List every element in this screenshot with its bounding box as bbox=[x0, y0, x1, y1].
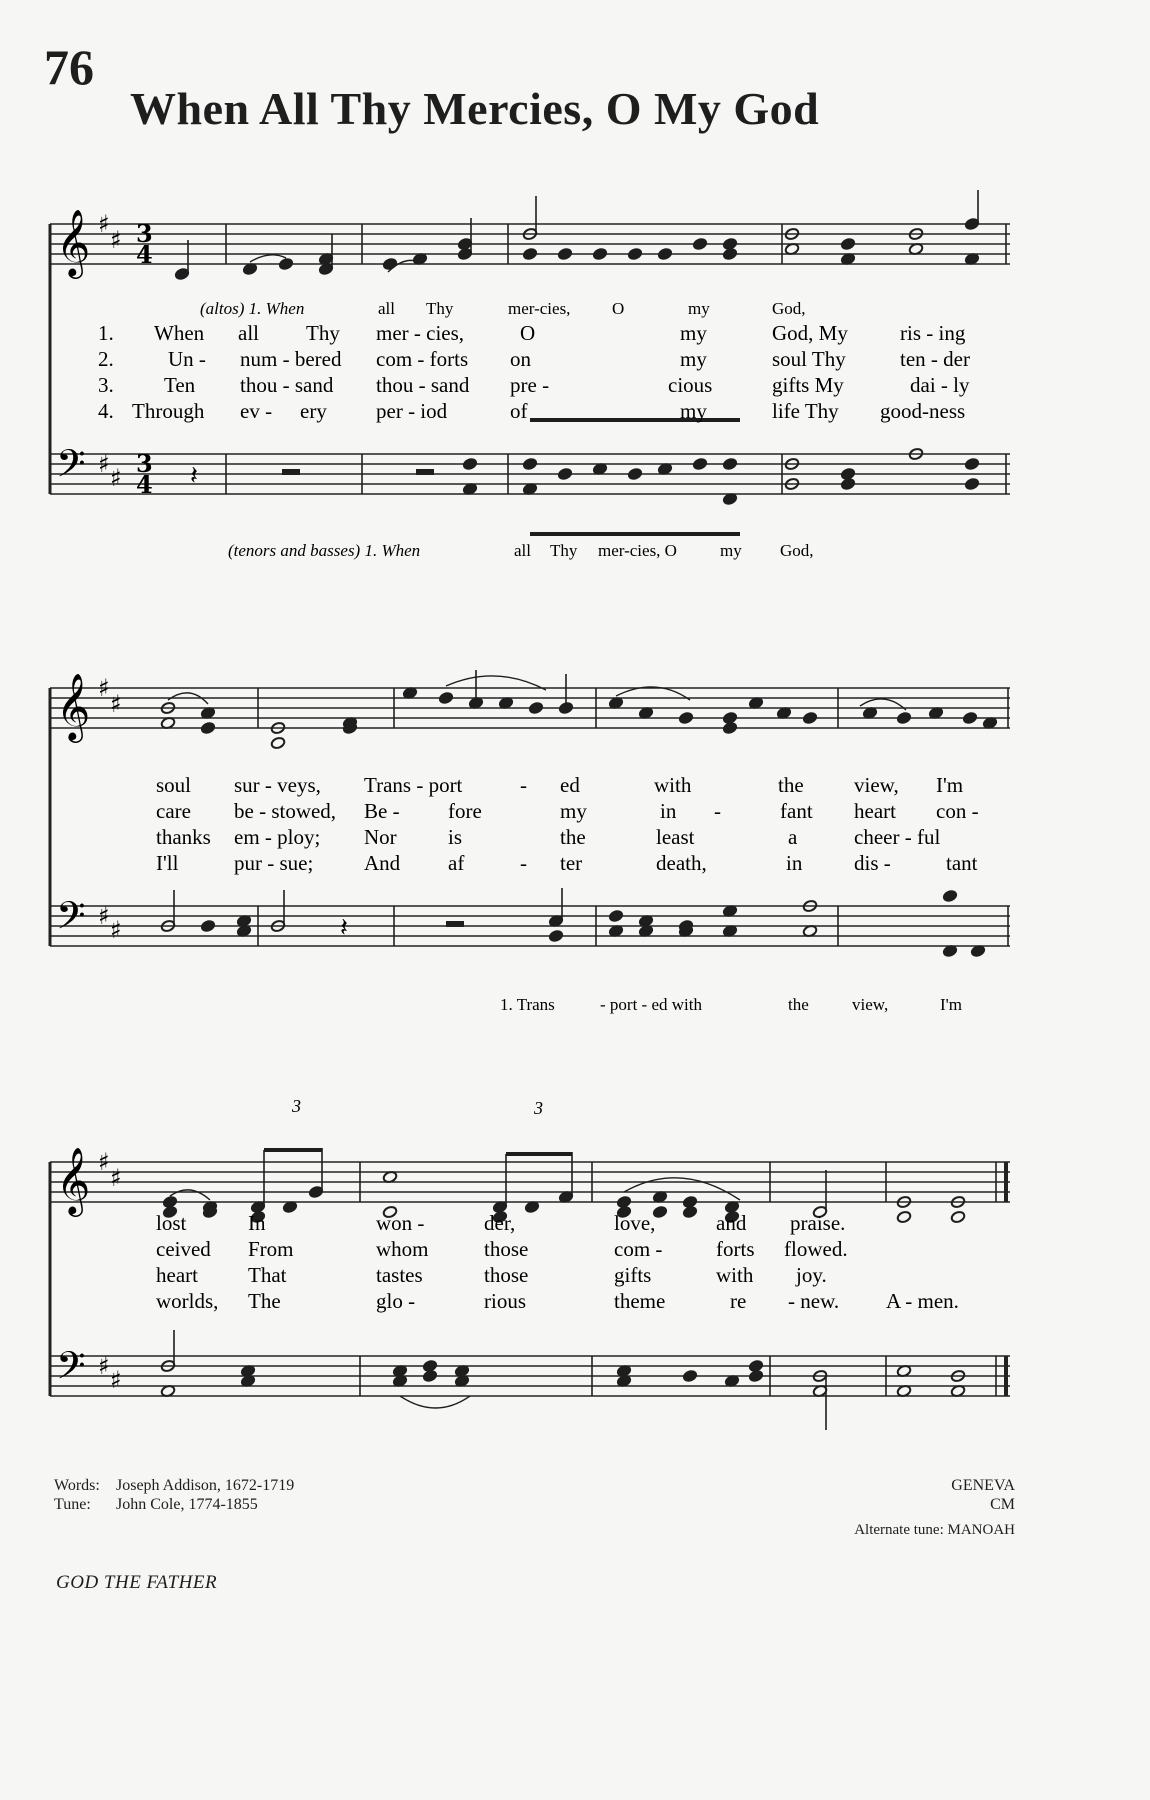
svg-text:soul Thy: soul Thy bbox=[772, 347, 846, 371]
svg-text:soul: soul bbox=[156, 773, 192, 797]
svg-text:The: The bbox=[248, 1289, 281, 1313]
svg-text:der,: der, bbox=[484, 1211, 516, 1235]
cue-word: all bbox=[378, 299, 395, 318]
svg-text:dai - ly: dai - ly bbox=[910, 373, 970, 397]
svg-text:-: - bbox=[520, 773, 527, 797]
svg-text:fore: fore bbox=[448, 799, 482, 823]
svg-text:won -: won - bbox=[376, 1211, 425, 1235]
svg-text:those: those bbox=[484, 1263, 529, 1287]
verse-2-line-3 bbox=[156, 1237, 848, 1261]
svg-text:O: O bbox=[520, 321, 536, 345]
svg-text:com -: com - bbox=[614, 1237, 663, 1261]
sharp-icon: ♯ bbox=[98, 902, 110, 930]
hymn-title: When All Thy Mercies, O My God bbox=[130, 83, 820, 134]
verse-1-line-2 bbox=[156, 773, 963, 797]
svg-text:my: my bbox=[680, 399, 707, 423]
svg-text:gifts: gifts bbox=[614, 1263, 652, 1287]
cue-altos-label: (altos) 1. When bbox=[200, 299, 305, 318]
svg-text:pur - sue;: pur - sue; bbox=[234, 851, 314, 875]
verse-3-line-1 bbox=[98, 373, 970, 397]
sharp-icon: ♯ bbox=[110, 690, 122, 718]
svg-text:Ten: Ten bbox=[164, 373, 196, 397]
svg-text:1. Trans: 1. Trans bbox=[500, 995, 555, 1014]
bass-clef-icon: 𝄢 bbox=[56, 893, 86, 947]
svg-text:my: my bbox=[560, 799, 587, 823]
time-sig-top: 3 bbox=[136, 219, 153, 248]
sharp-icon: ♯ bbox=[110, 1164, 122, 1192]
bass-clef-icon: 𝄢 bbox=[56, 441, 86, 495]
svg-text:mer-cies, O: mer-cies, O bbox=[598, 541, 677, 560]
cue-tenors-basses-2 bbox=[500, 995, 962, 1014]
svg-text:on: on bbox=[510, 347, 531, 371]
svg-text:In: In bbox=[248, 1211, 266, 1235]
svg-text:ed: ed bbox=[560, 773, 580, 797]
svg-text:gifts My: gifts My bbox=[772, 373, 844, 397]
svg-text:rious: rious bbox=[484, 1289, 526, 1313]
verse-2-line-1 bbox=[98, 347, 970, 371]
svg-text:heart: heart bbox=[854, 799, 896, 823]
svg-text:em - ploy;: em - ploy; bbox=[234, 825, 321, 849]
sharp-icon: ♯ bbox=[98, 674, 110, 702]
svg-text:2.: 2. bbox=[98, 347, 114, 371]
verses-system-1 bbox=[98, 321, 970, 423]
svg-text:life Thy: life Thy bbox=[772, 399, 839, 423]
svg-text:with: with bbox=[716, 1263, 754, 1287]
svg-text:love,: love, bbox=[614, 1211, 656, 1235]
svg-text:(tenors and basses) 1. When: (tenors and basses) 1. When bbox=[228, 541, 421, 560]
svg-text:num - bered: num - bered bbox=[240, 347, 342, 371]
tune-composer: John Cole, 1774-1855 bbox=[116, 1496, 258, 1513]
sharp-icon: ♯ bbox=[98, 450, 110, 478]
svg-text:glo -: glo - bbox=[376, 1289, 416, 1313]
svg-text:Thy: Thy bbox=[306, 321, 340, 345]
svg-text:sur - veys,: sur - veys, bbox=[234, 773, 321, 797]
svg-text:is: is bbox=[448, 825, 463, 849]
svg-text:1.: 1. bbox=[98, 321, 114, 345]
svg-text:per - iod: per - iod bbox=[376, 399, 448, 423]
svg-text:thanks: thanks bbox=[156, 825, 211, 849]
svg-text:af: af bbox=[448, 851, 465, 875]
svg-text:Through: Through bbox=[132, 399, 205, 423]
svg-text:the: the bbox=[778, 773, 804, 797]
svg-text:in: in bbox=[786, 851, 803, 875]
sharp-icon: ♯ bbox=[110, 226, 122, 254]
svg-text:Thy: Thy bbox=[550, 541, 578, 560]
svg-text:ter: ter bbox=[560, 851, 583, 875]
svg-text:my: my bbox=[680, 321, 707, 345]
svg-text:re: re bbox=[730, 1289, 747, 1313]
svg-text:And: And bbox=[364, 851, 401, 875]
svg-text:ery: ery bbox=[300, 399, 327, 423]
svg-text:joy.: joy. bbox=[796, 1263, 827, 1287]
svg-text:good-ness: good-ness bbox=[880, 399, 966, 423]
svg-text:ceived: ceived bbox=[156, 1237, 211, 1261]
bass-clef-icon: 𝄢 bbox=[56, 1343, 86, 1397]
svg-text:From: From bbox=[248, 1237, 294, 1261]
svg-text:heart: heart bbox=[156, 1263, 198, 1287]
time-sig-bottom: 4 bbox=[136, 470, 153, 499]
svg-text:and: and bbox=[716, 1211, 747, 1235]
svg-text:Un -: Un - bbox=[168, 347, 206, 371]
svg-text:the: the bbox=[788, 995, 809, 1014]
svg-text:of: of bbox=[510, 399, 528, 423]
svg-text:tastes: tastes bbox=[376, 1263, 423, 1287]
svg-text:- new.: - new. bbox=[788, 1289, 840, 1313]
rest-icon: 𝄽 bbox=[340, 913, 348, 943]
system-2 bbox=[50, 670, 1010, 1014]
svg-text:When: When bbox=[154, 321, 205, 345]
time-sig-bottom: 4 bbox=[136, 240, 153, 269]
sharp-icon: ♯ bbox=[110, 464, 122, 492]
verse-4-line-2 bbox=[156, 851, 978, 875]
treble-clef-icon: 𝄞 bbox=[56, 672, 91, 740]
svg-text:the: the bbox=[560, 825, 586, 849]
triplet-marker: 3 bbox=[292, 1096, 301, 1116]
svg-text:my: my bbox=[680, 347, 707, 371]
verses-system-2 bbox=[156, 773, 979, 875]
tune-meter: CM bbox=[990, 1496, 1015, 1513]
svg-text:whom: whom bbox=[376, 1237, 429, 1261]
svg-text:ev -: ev - bbox=[240, 399, 273, 423]
svg-text:worlds,: worlds, bbox=[156, 1289, 219, 1313]
words-label: Words: bbox=[54, 1477, 100, 1494]
sharp-icon: ♯ bbox=[98, 1148, 110, 1176]
system-1 bbox=[50, 190, 1010, 560]
svg-text:view,: view, bbox=[854, 773, 899, 797]
svg-text:I'll: I'll bbox=[156, 851, 179, 875]
verse-1-line-3 bbox=[156, 1211, 845, 1235]
svg-text:all: all bbox=[514, 541, 531, 560]
svg-text:least: least bbox=[656, 825, 695, 849]
svg-text:ten - der: ten - der bbox=[900, 347, 970, 371]
svg-text:view,: view, bbox=[852, 995, 889, 1014]
svg-text:care: care bbox=[156, 799, 191, 823]
svg-text:God, My: God, My bbox=[772, 321, 848, 345]
svg-text:my: my bbox=[720, 541, 742, 560]
tune-name: GENEVA bbox=[951, 1477, 1015, 1494]
svg-text:con -: con - bbox=[936, 799, 979, 823]
hymn-number: 76 bbox=[44, 39, 94, 95]
svg-text:Nor: Nor bbox=[364, 825, 397, 849]
verse-3-line-2 bbox=[156, 825, 940, 849]
cue-word: O bbox=[612, 299, 625, 318]
svg-text:praise.: praise. bbox=[790, 1211, 846, 1235]
treble-notes-1 bbox=[174, 190, 979, 281]
svg-text:-: - bbox=[520, 851, 527, 875]
cue-word: my bbox=[688, 299, 710, 318]
verse-1-line-1 bbox=[98, 321, 966, 345]
svg-text:thou - sand: thou - sand bbox=[376, 373, 470, 397]
cue-word: mer-cies, bbox=[508, 299, 571, 318]
svg-text:Trans - port: Trans - port bbox=[364, 773, 463, 797]
time-sig-top: 3 bbox=[136, 449, 153, 478]
tune-info bbox=[951, 1476, 1015, 1514]
svg-text:dis -: dis - bbox=[854, 851, 891, 875]
sharp-icon: ♯ bbox=[110, 1366, 122, 1394]
svg-text:mer - cies,: mer - cies, bbox=[376, 321, 465, 345]
bass-notes-2 bbox=[160, 888, 985, 958]
sharp-icon: ♯ bbox=[98, 210, 110, 238]
svg-text:flowed.: flowed. bbox=[784, 1237, 848, 1261]
svg-text:those: those bbox=[484, 1237, 529, 1261]
svg-text:with: with bbox=[654, 773, 692, 797]
svg-text:-: - bbox=[714, 799, 721, 823]
svg-text:ris - ing: ris - ing bbox=[900, 321, 966, 345]
svg-text:- port - ed with: - port - ed with bbox=[600, 995, 702, 1014]
svg-text:be - stowed,: be - stowed, bbox=[234, 799, 337, 823]
svg-text:thou - sand: thou - sand bbox=[240, 373, 334, 397]
svg-text:cious: cious bbox=[668, 373, 713, 397]
cue-word: Thy bbox=[426, 299, 454, 318]
svg-text:3.: 3. bbox=[98, 373, 114, 397]
treble-clef-icon: 𝄞 bbox=[56, 1146, 91, 1214]
treble-clef-icon: 𝄞 bbox=[56, 208, 91, 276]
svg-text:cheer - ful: cheer - ful bbox=[854, 825, 941, 849]
svg-text:I'm: I'm bbox=[940, 995, 962, 1014]
svg-text:pre -: pre - bbox=[510, 373, 550, 397]
svg-text:com - forts: com - forts bbox=[376, 347, 469, 371]
verse-2-line-2 bbox=[156, 799, 979, 823]
section-heading: GOD THE FATHER bbox=[56, 1572, 218, 1593]
svg-text:That: That bbox=[248, 1263, 287, 1287]
svg-text:4.: 4. bbox=[98, 399, 114, 423]
tune-label: Tune: bbox=[54, 1496, 91, 1513]
svg-text:lost: lost bbox=[156, 1211, 187, 1235]
treble-notes-2 bbox=[160, 670, 997, 750]
svg-text:Be -: Be - bbox=[364, 799, 400, 823]
bass-notes-1 bbox=[190, 447, 980, 505]
words-author: Joseph Addison, 1672-1719 bbox=[116, 1477, 295, 1494]
sharp-icon: ♯ bbox=[98, 1352, 110, 1380]
svg-text:God,: God, bbox=[780, 541, 814, 560]
svg-text:forts: forts bbox=[716, 1237, 755, 1261]
alternate-tune: Alternate tune: MANOAH bbox=[854, 1522, 1015, 1538]
system-3 bbox=[50, 1096, 1010, 1430]
svg-text:in: in bbox=[660, 799, 677, 823]
verses-system-3 bbox=[156, 1211, 959, 1313]
rest-icon: 𝄽 bbox=[190, 461, 198, 491]
svg-text:death,: death, bbox=[656, 851, 707, 875]
svg-text:tant: tant bbox=[946, 851, 978, 875]
cue-tenors-basses bbox=[228, 541, 814, 560]
verse-3-line-3 bbox=[156, 1263, 827, 1287]
svg-text:fant: fant bbox=[780, 799, 813, 823]
credits bbox=[54, 1476, 294, 1514]
svg-text:I'm: I'm bbox=[936, 773, 964, 797]
svg-text:theme: theme bbox=[614, 1289, 666, 1313]
cue-word: God, bbox=[772, 299, 806, 318]
svg-text:all: all bbox=[238, 321, 259, 345]
svg-text:a: a bbox=[788, 825, 798, 849]
cue-altos bbox=[200, 299, 806, 318]
sharp-icon: ♯ bbox=[110, 916, 122, 944]
verse-4-line-3 bbox=[156, 1289, 959, 1313]
triplet-marker: 3 bbox=[534, 1098, 543, 1118]
svg-text:A - men.: A - men. bbox=[886, 1289, 959, 1313]
bass-notes-3 bbox=[160, 1330, 965, 1430]
